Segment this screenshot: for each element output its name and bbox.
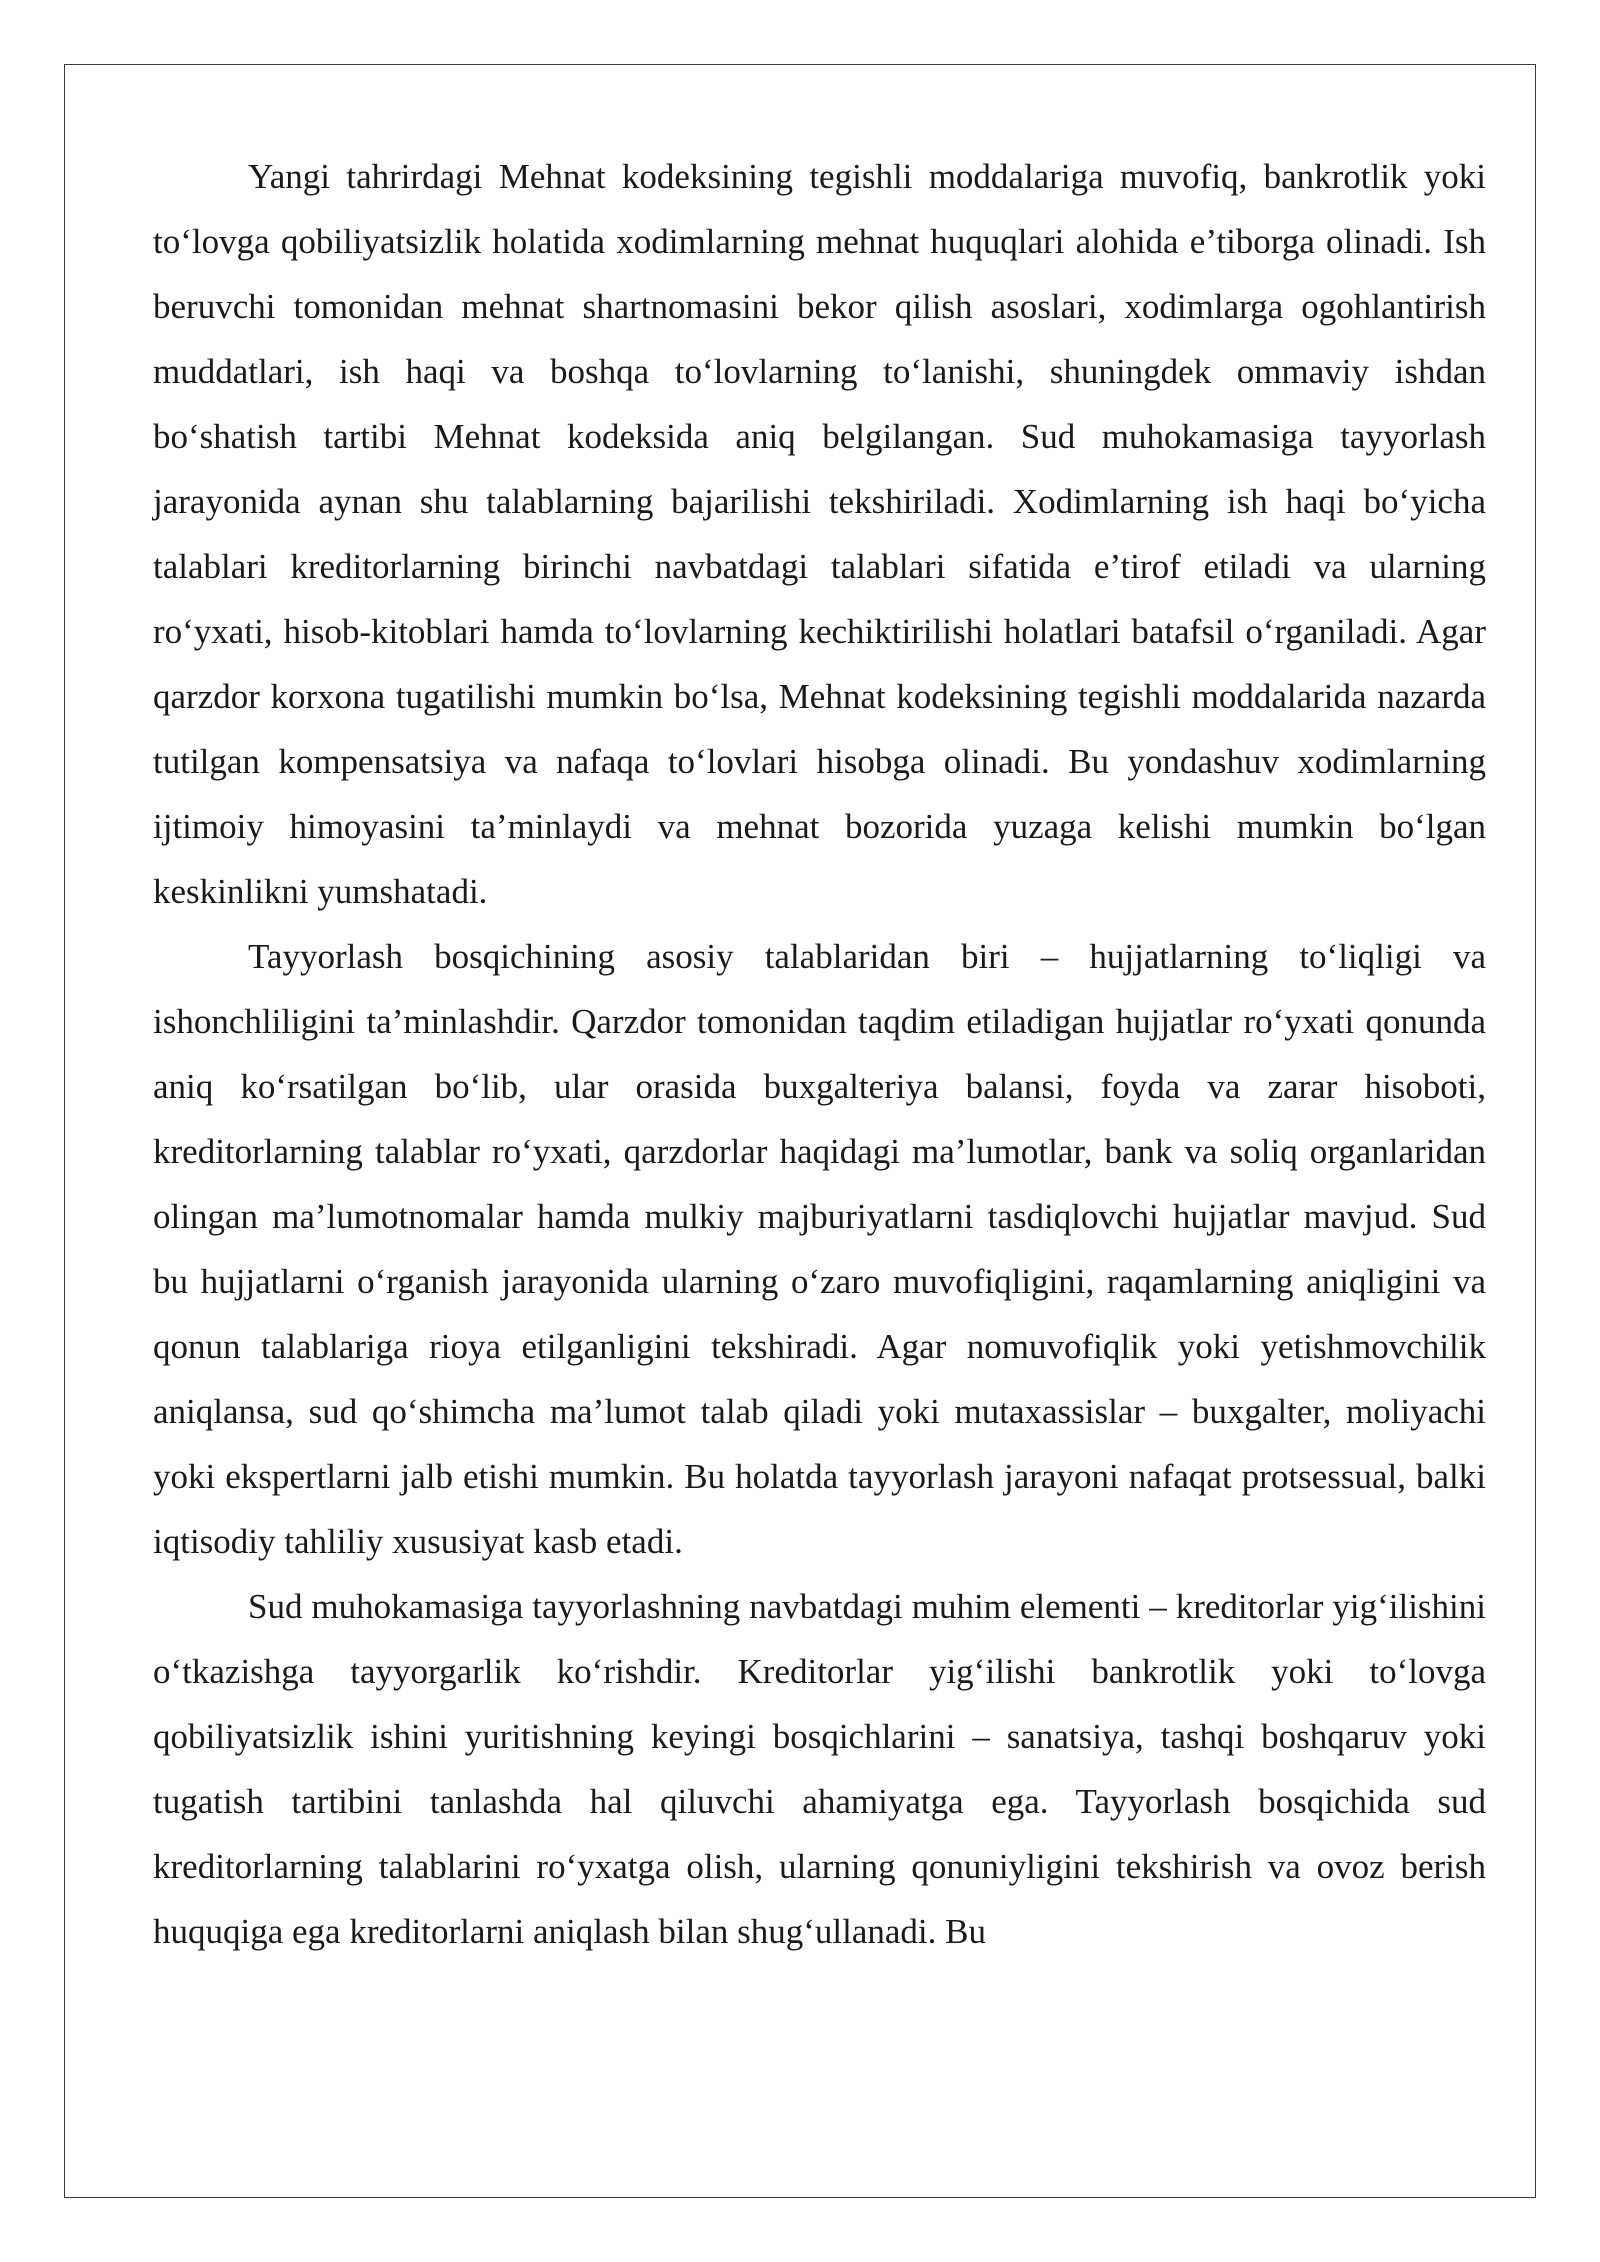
paragraph-3: Sud muhokamasiga tayyorlashning navbatdagi muhim elementi – kreditorlar yig‘ilishini o‘tkazishga tayyorgarlik ko‘rishdir. Kreditorlar yig‘ilishi bankrotlik yoki to‘lovga qobiliyatsizlik ishini yuritishning keyingi bosqichlarini – sanatsiya, tashqi boshqaruv yoki tugatish tartibini tanlashda hal qiluvchi ahamiyatga ega. Tayyorlash bosqichida sud kreditorlarning talablarini ro‘yxatga olish, ularning qonuniyligini tekshirish va ovoz berish huquqiga ega kreditorlarni aniqlash bilan shug‘ullanadi. Bu — [153, 1587, 1486, 1951]
paragraph-1: Yangi tahrirdagi Mehnat kodeksining tegishli moddalariga muvofiq, bankrotlik yoki to‘lovga qobiliyatsizlik holatida xodimlarning mehnat huquqlari alohida e’tiborga olinadi. Ish beruvchi tomonidan mehnat shartnomasini bekor qilish asoslari, xodimlarga ogohlantirish muddatlari, ish haqi va boshqa to‘lovlarning to‘lanishi, shuningdek ommaviy ishdan bo‘shatish tartibi Mehnat kodeksida aniq belgilangan. Sud muhokamasiga tayyorlash jarayonida aynan shu talablarning bajarilishi tekshiriladi. Xodimlarning ish haqi bo‘yicha talablari kreditorlarning birinchi navbatdagi talablari sifatida e’tirof etiladi va ularning ro‘yxati, hisob-kitoblari hamda to‘lovlarning kechiktirilishi holatlari batafsil o‘rganiladi. Agar qarzdor korxona tugatilishi mumkin bo‘lsa, Mehnat kodeksining tegishli moddalarida nazarda tutilgan kompensatsiya va nafaqa to‘lovlari hisobga olinadi. Bu yondashuv xodimlarning ijtimoiy himoyasini ta’minlaydi va mehnat bozorida yuzaga kelishi mumkin bo‘lgan keskinlikni yumshatadi. — [153, 157, 1486, 911]
document-body — [153, 144, 1486, 1964]
paragraph-2: Tayyorlash bosqichining asosiy talablaridan biri – hujjatlarning to‘liqligi va ishonchliligini ta’minlashdir. Qarzdor tomonidan taqdim etiladigan hujjatlar ro‘yxati qonunda aniq ko‘rsatilgan bo‘lib, ular orasida buxgalteriya balansi, foyda va zarar hisoboti, kreditorlarning talablar ro‘yxati, qarzdorlar haqidagi ma’lumotlar, bank va soliq organlaridan olingan ma’lumotnomalar hamda mulkiy majburiyatlarni tasdiqlovchi hujjatlar mavjud. Sud bu hujjatlarni o‘rganish jarayonida ularning o‘zaro muvofiqligini, raqamlarning aniqligini va qonun talablariga rioya etilganligini tekshiradi. Agar nomuvofiqlik yoki yetishmovchilik aniqlansa, sud qo‘shimcha ma’lumot talab qiladi yoki mutaxassislar – buxgalter, moliyachi yoki ekspertlarni jalb etishi mumkin. Bu holatda tayyorlash jarayoni nafaqat protsessual, balki iqtisodiy tahliliy xususiyat kasb etadi. — [153, 937, 1486, 1561]
